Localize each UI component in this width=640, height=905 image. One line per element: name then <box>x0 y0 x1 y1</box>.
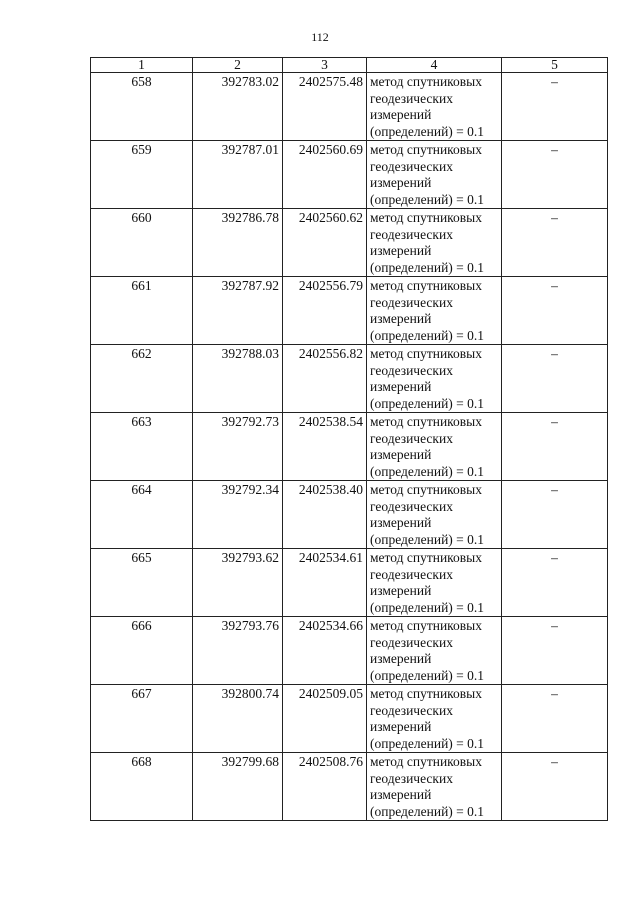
coordinate-y: 2402560.62 <box>283 209 367 277</box>
method-line: метод спутниковых <box>370 74 482 89</box>
method-line: метод спутниковых <box>370 482 482 497</box>
table-row <box>91 413 608 481</box>
coordinate-x: 392793.62 <box>193 549 283 617</box>
coordinate-x: 392787.01 <box>193 141 283 209</box>
point-number: 660 <box>91 209 193 277</box>
table-row <box>91 73 608 141</box>
coordinate-y: 2402560.69 <box>283 141 367 209</box>
method-description <box>367 753 502 821</box>
method-line: измерений <box>370 719 432 734</box>
note: – <box>502 481 608 549</box>
table-row <box>91 141 608 209</box>
method-line: измерений <box>370 379 432 394</box>
method-line: метод спутниковых <box>370 686 482 701</box>
method-line: геодезических <box>370 702 453 718</box>
coordinate-x: 392786.78 <box>193 209 283 277</box>
coordinate-x: 392793.76 <box>193 617 283 685</box>
method-line: (определений) = 0.1 <box>370 123 485 139</box>
table-row <box>91 753 608 821</box>
note: – <box>502 73 608 141</box>
header-col-4: 4 <box>367 58 502 73</box>
point-number: 665 <box>91 549 193 617</box>
coordinate-x: 392799.68 <box>193 753 283 821</box>
point-number: 664 <box>91 481 193 549</box>
header-col-5: 5 <box>502 58 608 73</box>
method-line: метод спутниковых <box>370 210 482 225</box>
header-col-3: 3 <box>283 58 367 73</box>
table-row <box>91 617 608 685</box>
table-header <box>91 58 608 73</box>
method-line: измерений <box>370 787 432 802</box>
table-row <box>91 277 608 345</box>
note: – <box>502 549 608 617</box>
method-line: измерений <box>370 107 432 122</box>
point-number: 663 <box>91 413 193 481</box>
method-description <box>367 413 502 481</box>
point-number: 668 <box>91 753 193 821</box>
method-line: (определений) = 0.1 <box>370 191 485 207</box>
method-description <box>367 549 502 617</box>
table-row <box>91 685 608 753</box>
header-col-2: 2 <box>193 58 283 73</box>
table-row <box>91 209 608 277</box>
method-line: геодезических <box>370 90 453 106</box>
coordinate-y: 2402556.79 <box>283 277 367 345</box>
method-line: (определений) = 0.1 <box>370 463 485 479</box>
point-number: 666 <box>91 617 193 685</box>
note: – <box>502 209 608 277</box>
method-description <box>367 73 502 141</box>
page-number: 112 <box>311 30 329 44</box>
method-description <box>367 345 502 413</box>
coordinate-y: 2402534.61 <box>283 549 367 617</box>
note: – <box>502 413 608 481</box>
table-row <box>91 345 608 413</box>
method-line: геодезических <box>370 498 453 514</box>
method-line: измерений <box>370 311 432 326</box>
method-line: метод спутниковых <box>370 618 482 633</box>
method-line: метод спутниковых <box>370 142 482 157</box>
coordinate-x: 392787.92 <box>193 277 283 345</box>
header-row <box>91 58 608 73</box>
table-row <box>91 549 608 617</box>
method-line: метод спутниковых <box>370 346 482 361</box>
method-line: геодезических <box>370 566 453 582</box>
method-line: измерений <box>370 243 432 258</box>
method-description <box>367 277 502 345</box>
method-line: (определений) = 0.1 <box>370 531 485 547</box>
method-line: метод спутниковых <box>370 414 482 429</box>
coordinate-y: 2402534.66 <box>283 617 367 685</box>
coordinate-y: 2402538.40 <box>283 481 367 549</box>
coordinate-x: 392788.03 <box>193 345 283 413</box>
point-number: 659 <box>91 141 193 209</box>
method-line: геодезических <box>370 294 453 310</box>
coordinate-y: 2402538.54 <box>283 413 367 481</box>
method-line: (определений) = 0.1 <box>370 259 485 275</box>
table-row <box>91 481 608 549</box>
method-line: (определений) = 0.1 <box>370 803 485 819</box>
coordinate-x: 392800.74 <box>193 685 283 753</box>
table-body <box>91 73 608 821</box>
method-line: геодезических <box>370 158 453 174</box>
point-number: 667 <box>91 685 193 753</box>
method-line: метод спутниковых <box>370 278 482 293</box>
method-line: измерений <box>370 515 432 530</box>
method-description <box>367 617 502 685</box>
note: – <box>502 277 608 345</box>
note: – <box>502 685 608 753</box>
method-line: (определений) = 0.1 <box>370 395 485 411</box>
point-number: 661 <box>91 277 193 345</box>
coordinates-table <box>90 57 608 821</box>
method-line: геодезических <box>370 430 453 446</box>
coordinate-x: 392792.34 <box>193 481 283 549</box>
coordinate-x: 392783.02 <box>193 73 283 141</box>
note: – <box>502 617 608 685</box>
method-line: метод спутниковых <box>370 550 482 565</box>
note: – <box>502 345 608 413</box>
method-line: измерений <box>370 447 432 462</box>
method-line: измерений <box>370 175 432 190</box>
note: – <box>502 141 608 209</box>
method-description <box>367 209 502 277</box>
method-line: метод спутниковых <box>370 754 482 769</box>
method-line: геодезических <box>370 770 453 786</box>
method-line: измерений <box>370 583 432 598</box>
method-line: (определений) = 0.1 <box>370 599 485 615</box>
method-line: (определений) = 0.1 <box>370 327 485 343</box>
coordinate-x: 392792.73 <box>193 413 283 481</box>
method-line: геодезических <box>370 362 453 378</box>
method-line: измерений <box>370 651 432 666</box>
method-line: (определений) = 0.1 <box>370 735 485 751</box>
method-line: (определений) = 0.1 <box>370 667 485 683</box>
point-number: 658 <box>91 73 193 141</box>
note: – <box>502 753 608 821</box>
coordinate-y: 2402575.48 <box>283 73 367 141</box>
method-description <box>367 141 502 209</box>
method-line: геодезических <box>370 634 453 650</box>
point-number: 662 <box>91 345 193 413</box>
header-col-1: 1 <box>91 58 193 73</box>
method-line: геодезических <box>370 226 453 242</box>
coordinate-y: 2402556.82 <box>283 345 367 413</box>
method-description <box>367 685 502 753</box>
coordinate-y: 2402508.76 <box>283 753 367 821</box>
method-description <box>367 481 502 549</box>
coordinate-y: 2402509.05 <box>283 685 367 753</box>
